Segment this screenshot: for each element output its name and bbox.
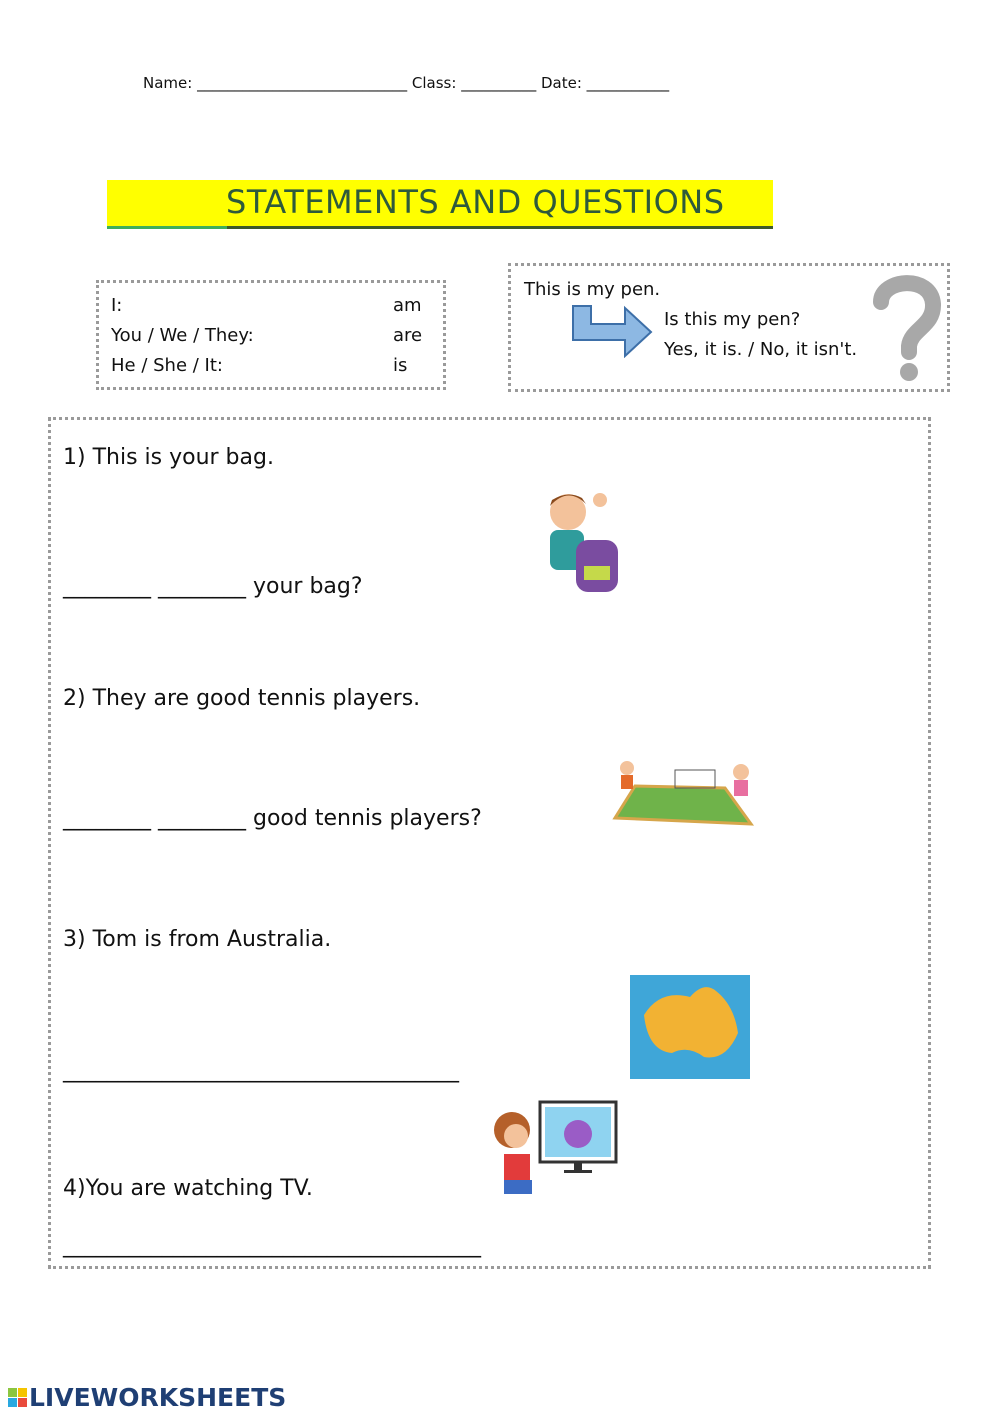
arrow-icon	[569, 302, 655, 358]
class-blank[interactable]: __________	[461, 74, 537, 92]
date-label: Date:	[540, 74, 582, 92]
logo-icon	[8, 1388, 27, 1407]
exercise-4-answer[interactable]: ______________________________________	[63, 1233, 481, 1258]
verb-are: are	[393, 325, 423, 346]
subject-he-she-it: He / She / It:	[111, 355, 223, 376]
example-question: Is this my pen?	[664, 309, 801, 330]
exercise-2-answer[interactable]	[63, 806, 482, 831]
page-title: STATEMENTS AND QUESTIONS	[226, 183, 725, 221]
subject-i: I:	[111, 295, 123, 316]
student-info-header	[143, 74, 669, 92]
exercise-3-statement: 3) Tom is from Australia.	[63, 927, 332, 952]
class-label: Class:	[411, 74, 457, 92]
exercise-1-answer[interactable]	[63, 574, 363, 599]
exercise-4-statement: 4)You are watching TV.	[63, 1176, 313, 1201]
liveworksheets-logo	[8, 1383, 286, 1412]
answer-blanks[interactable]: ________ ________	[63, 806, 246, 831]
exercise-2-statement: 2) They are good tennis players.	[63, 686, 421, 711]
example-answers: Yes, it is. / No, it isn't.	[664, 339, 858, 360]
brand-name: LIVEWORKSHEETS	[29, 1383, 287, 1412]
answer-blanks[interactable]: ________ ________	[63, 574, 246, 599]
boy-watching-tv-image	[490, 1100, 620, 1200]
exercise-1-statement: 1) This is your bag.	[63, 445, 274, 470]
australia-map-image	[630, 975, 750, 1079]
tennis-players-image	[605, 758, 761, 826]
verb-am: am	[393, 295, 422, 316]
boy-with-backpack-image	[538, 490, 624, 598]
example-statement: This is my pen.	[524, 279, 661, 300]
name-label: Name:	[143, 74, 193, 92]
example-box	[508, 263, 950, 392]
exercise-3-answer[interactable]: ____________________________________	[63, 1058, 459, 1083]
verb-table-box	[96, 280, 446, 390]
answer-suffix: your bag?	[246, 574, 363, 599]
subject-you-we-they: You / We / They:	[111, 325, 254, 346]
date-blank[interactable]: ___________	[586, 74, 670, 92]
name-blank[interactable]: ____________________________	[197, 74, 408, 92]
verb-is: is	[393, 355, 408, 376]
question-mark-icon	[871, 274, 943, 384]
answer-suffix: good tennis players?	[246, 806, 482, 831]
